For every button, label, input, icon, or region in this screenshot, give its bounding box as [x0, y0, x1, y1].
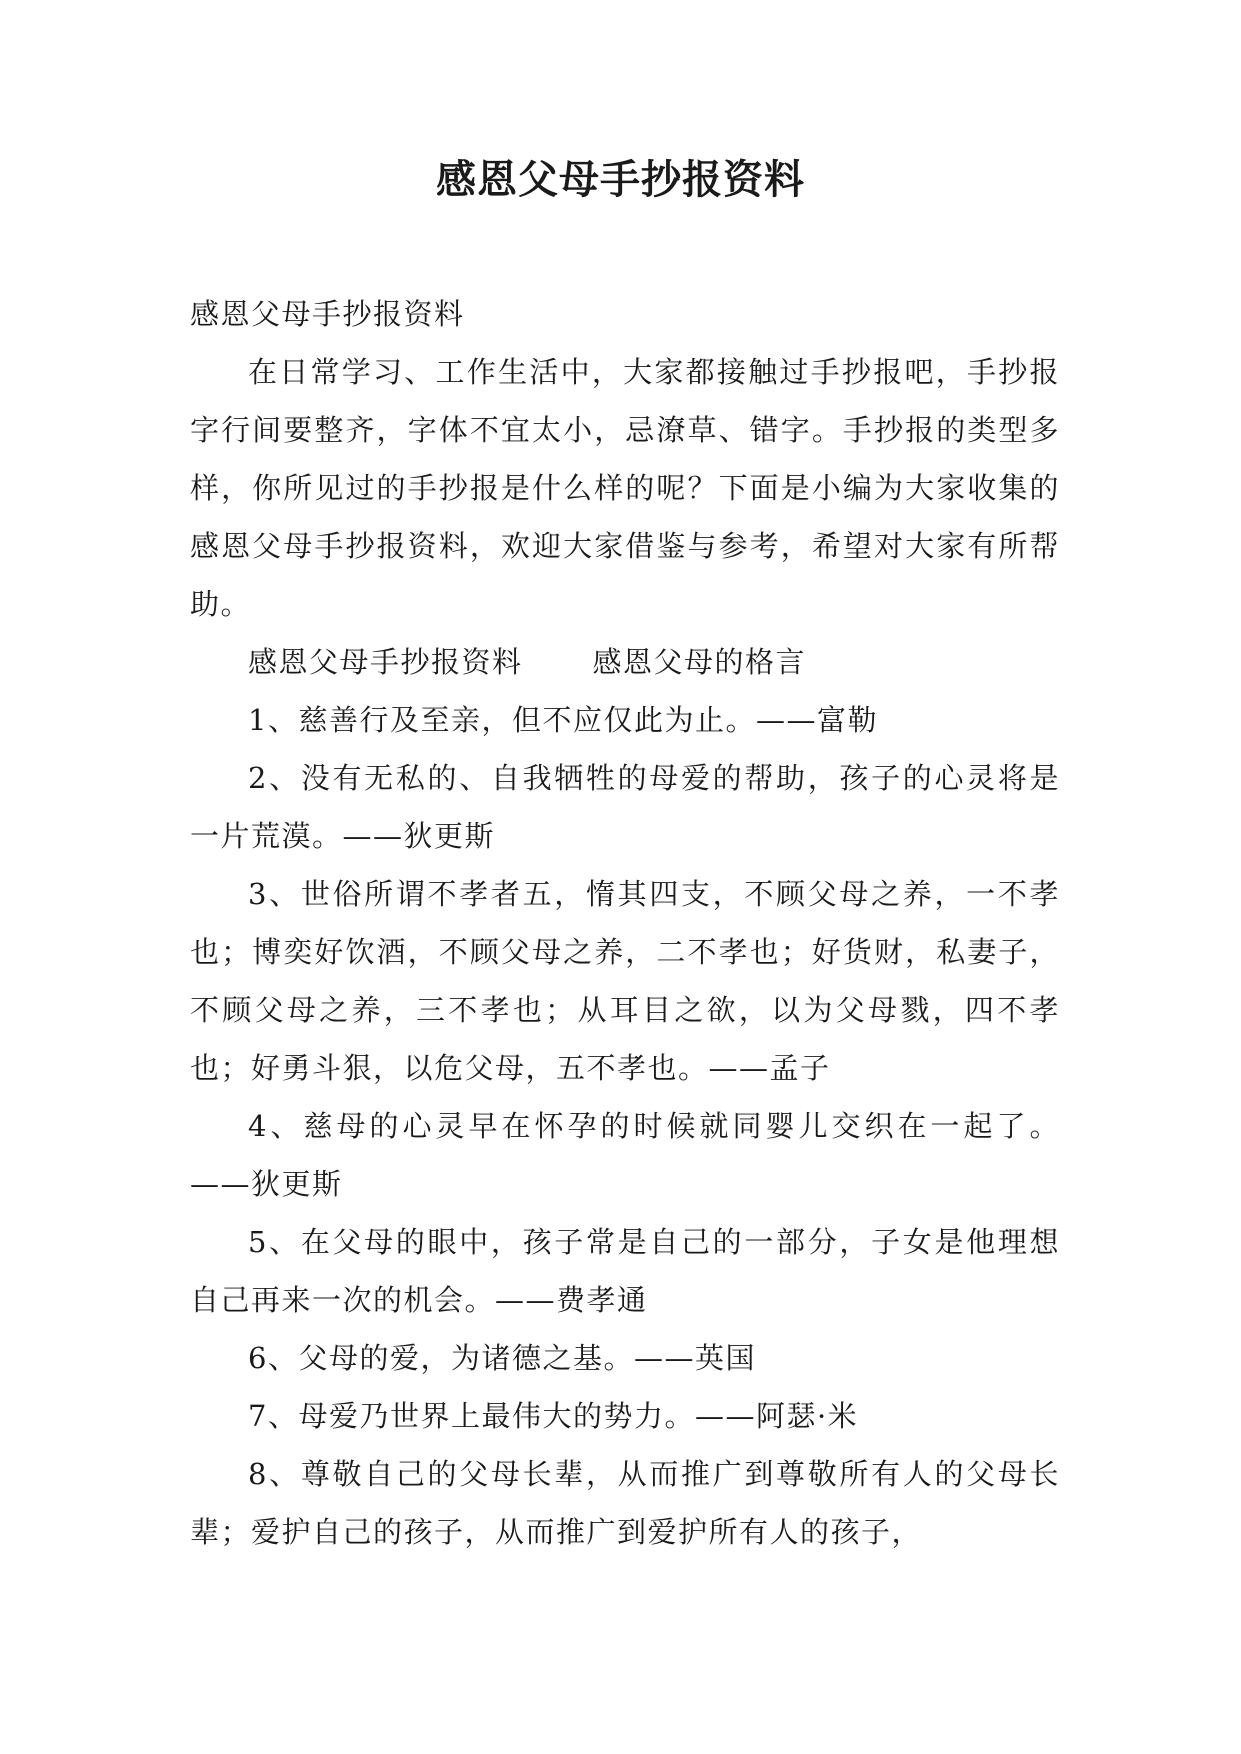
section-heading-right: 感恩父母的格言 — [592, 645, 807, 679]
quote-item: 2、没有无私的、自我牺牲的母爱的帮助，孩子的心灵将是一片荒漠。——狄更斯 — [190, 761, 1060, 853]
intro-paragraph: 在日常学习、工作生活中，大家都接触过手抄报吧，手抄报字行间要整齐，字体不宜太小，忌潦草、错字。手抄报的类型多样，你所见过的手抄报是什么样的呢？下面是小编为大家收集的感恩父母手抄报资料，欢迎大家借鉴与参考，希望对大家有所帮助。 — [190, 355, 1060, 621]
quote-item: 5、在父母的眼中，孩子常是自己的一部分，子女是他理想自己再来一次的机会。——费孝通 — [190, 1225, 1060, 1317]
intro-heading: 感恩父母手抄报资料 — [190, 297, 465, 331]
quote-item: 7、母爱乃世界上最伟大的势力。——阿瑟·米 — [248, 1399, 859, 1433]
quote-item: 1、慈善行及至亲，但不应仅此为止。——富勒 — [248, 703, 878, 737]
quote-item: 6、父母的爱，为诸德之基。——英国 — [248, 1341, 756, 1375]
quote-item: 4、慈母的心灵早在怀孕的时候就同婴儿交织在一起了。——狄更斯 — [190, 1109, 1060, 1201]
document-body — [190, 285, 1060, 1561]
document-title: 感恩父母手抄报资料 — [436, 156, 805, 203]
quote-item: 8、尊敬自己的父母长辈，从而推广到尊敬所有人的父母长辈；爱护自己的孩子，从而推广到爱护所有人的孩子， — [190, 1457, 1060, 1549]
section-heading-left: 感恩父母手抄报资料 — [248, 645, 523, 679]
section-heading — [190, 633, 1060, 691]
quote-item: 3、世俗所谓不孝者五，惰其四支，不顾父母之养，一不孝也；博奕好饮酒，不顾父母之养，二不孝也；好货财，私妻子，不顾父母之养，三不孝也；从耳目之欲，以为父母戮，四不孝也；好勇斗狠，以危父母，五不孝也。——孟子 — [190, 877, 1060, 1085]
